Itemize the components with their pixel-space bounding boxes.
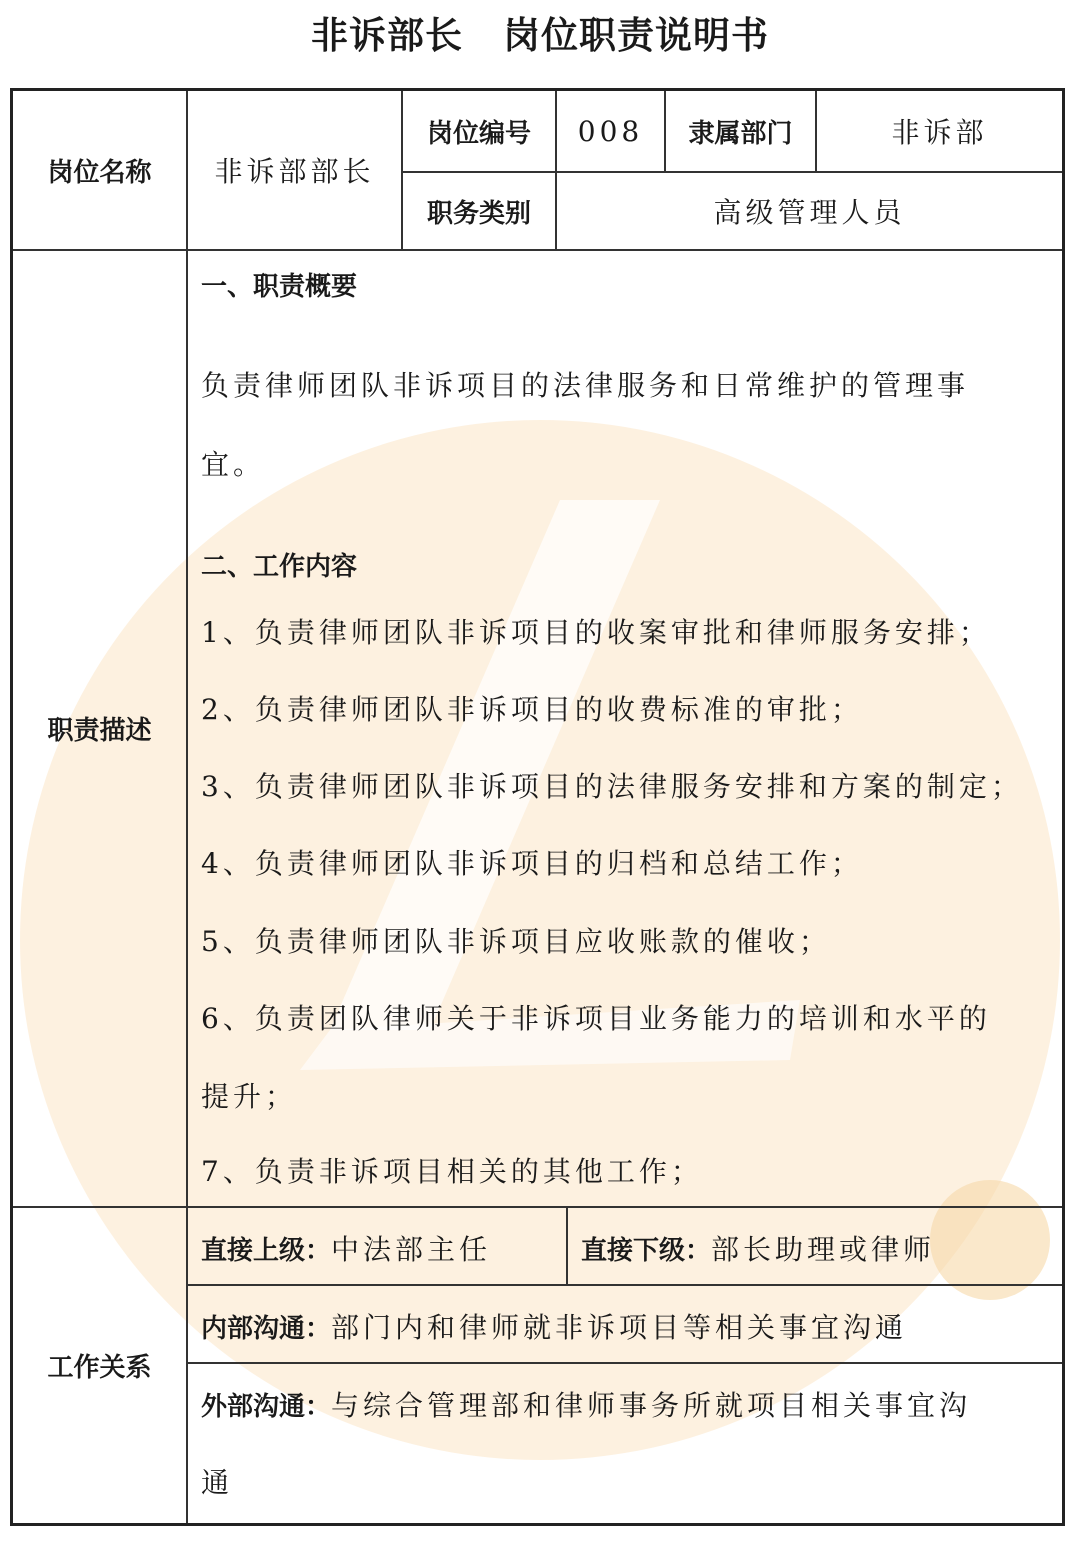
department-label: 隶属部门 [688, 118, 793, 149]
duties-label: 职责描述 [47, 716, 152, 746]
work-line: 3、负责律师团队非诉项目的法律服务安排和方案的制定； [201, 770, 1023, 803]
summary-line: 负责律师团队非诉项目的法律服务和日常维护的管理事 [201, 369, 970, 402]
work-line: 7、负责非诉项目相关的其他工作； [201, 1155, 703, 1188]
internal-value: 部门内和律师就非诉项目等相关事宜沟通 [331, 1311, 908, 1344]
external-value: 与综合管理部和律师事务所就项目相关事宜沟 [331, 1389, 972, 1422]
external-label: 外部沟通： [201, 1392, 332, 1422]
work-line: 5、负责律师团队非诉项目应收账款的催收； [201, 925, 831, 958]
external-value-continued: 通 [201, 1466, 234, 1499]
summary-line: 宜。 [201, 448, 266, 481]
position-name-value: 非诉部部长 [214, 155, 375, 188]
subordinate-label: 直接下级： [581, 1236, 712, 1266]
department-value: 非诉部 [891, 116, 988, 149]
job-description-table [10, 88, 1065, 1526]
relations-label: 工作关系 [47, 1353, 152, 1383]
work-line: 1、负责律师团队非诉项目的收案审批和律师服务安排； [201, 616, 991, 649]
internal-label: 内部沟通： [201, 1314, 332, 1344]
job-category-label: 职务类别 [426, 198, 531, 229]
job-category-value: 高级管理人员 [713, 196, 906, 229]
work-line: 2、负责律师团队非诉项目的收费标准的审批； [201, 693, 863, 726]
work-line: 提升； [201, 1080, 298, 1113]
work-line: 6、负责团队律师关于非诉项目业务能力的培训和水平的 [201, 1002, 991, 1035]
superior-value: 中法部主任 [331, 1233, 492, 1266]
superior-row [201, 1228, 491, 1268]
position-code-label: 岗位编号 [426, 118, 531, 149]
position-name-label: 岗位名称 [47, 157, 152, 188]
work-heading: 二、工作内容 [201, 552, 358, 582]
external-row [201, 1384, 971, 1424]
subordinate-value: 部长助理或律师 [711, 1233, 936, 1266]
work-line: 4、负责律师团队非诉项目的归档和总结工作； [201, 847, 863, 880]
subordinate-row [581, 1228, 935, 1268]
internal-row [201, 1306, 907, 1346]
page-title: 非诉部长 岗位职责说明书 [311, 14, 769, 57]
superior-label: 直接上级： [201, 1236, 332, 1266]
position-code-value: 008 [577, 114, 644, 148]
summary-heading: 一、职责概要 [201, 272, 358, 302]
